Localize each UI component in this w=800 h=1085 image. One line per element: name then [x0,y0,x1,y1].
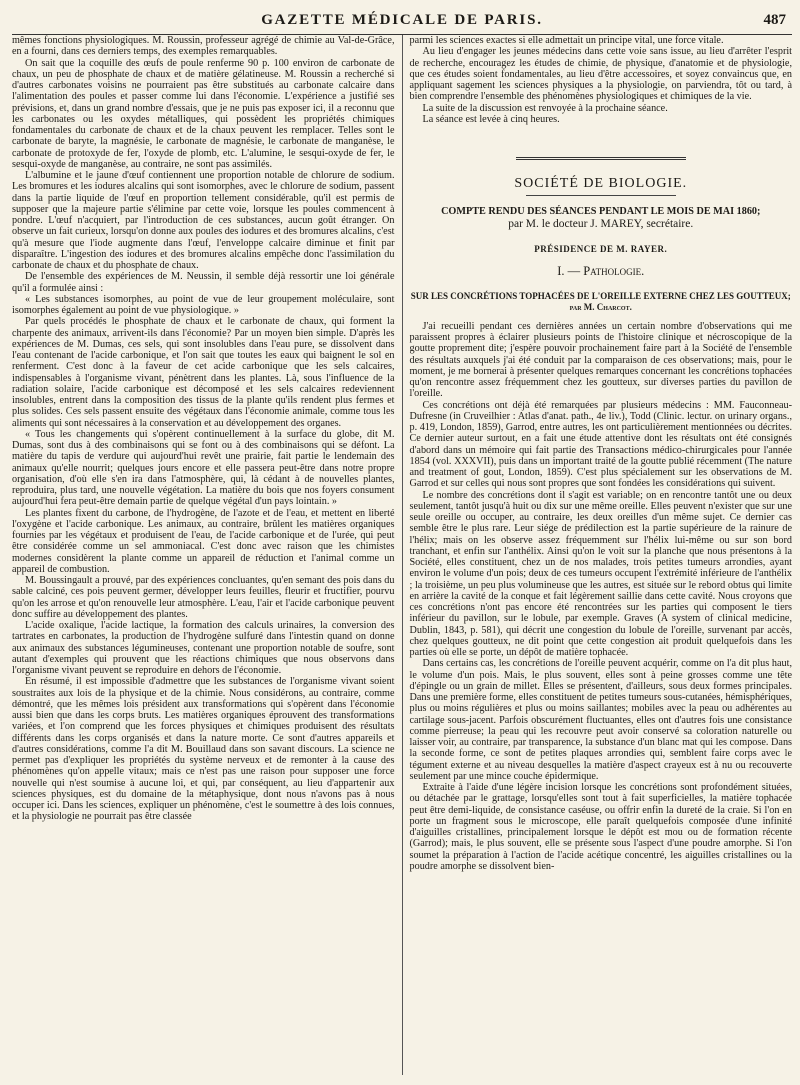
right-paragraph: Extraite à l'aide d'une légère incision lorsque les concrétions sont profondément situées, ou détachée par le grattage, lorsqu'elles sont tout à fait superficielles, la matière tophacée peut être demi-liquide, de consistance caséuse, ou offrir enfin la dureté de la craie. Si l'on en porte un fragment sous le microscope, elle paraît quelquefois composée d'une infinité d'aiguilles cristallines, principalement lorsque le dépôt est mou ou de formation récente (Garrod); mais, le plus souvent, elle se présente sous l'aspect d'une poudre amorphe. Si l'on soumet la préparation à l'action de l'acide acétique concentré, les aiguilles cristallines ou la poudre amorphe se dissolvent bien- [409,782,792,872]
article-subject [410,291,793,313]
left-paragraph: mêmes fonctions physiologiques. M. Roussin, professeur agrégé de chimie au Val-de-Grâce, en a fourni, dans ces derniers temps, des exemples remarquables. [12,35,395,58]
right-paragraph: J'ai recueilli pendant ces dernières années un certain nombre d'observations qui me paraissent propres à éclairer plusieurs points de l'histoire clinique et nécroscopique de la goutte proprement dite; j'espère pouvoir prochainement faire part à la Société de l'ensemble des résultats auxquels j'ai été conduit par la comparaison de ces observations; mais, pour le moment, je me bornerai à présenter quelques remarques concernant les concrétions tophacées qu'on rencontre assez fréquemment chez les goutteux, sur diverses parties du pavillon de l'oreille. [409,320,792,400]
right-paragraph: Dans certains cas, les concrétions de l'oreille peuvent acquérir, comme on l'a dit plus haut, le volume d'un pois. Mais, le plus souvent, elles sont à peine grosses comme une tête d'épingle ou un grain de millet. Elles se présentent, d'ailleurs, sous deux formes principales. Dans une première forme, elles constituent de petites tumeurs sous-cutanées, hémisphériques, plus ou moins régulières et plus ou moins saillantes; mobiles avec la peau ou adhérentes au cartilage sous-jacent. Parfois obscurément fluctuantes, elles ont d'autres fois une consistance comme pierreuse; la peau qui les recouvre peut avoir conservé sa coloration naturelle ou laisser voir, au contraire, par transparence, la substance d'un blanc mat qui les compose. Dans la seconde forme, ce sont de petites plaques arrondies qui, semblent faire corps avec le tégument externe et au niveau desquelles la matière d'aspect crayeux est à nu ou recouverte seulement par une mince couche épidermique. [409,658,792,782]
left-paragraph: L'albumine et le jaune d'œuf contiennent une proportion notable de chlorure de sodium. Les bromures et les iodures alcalins qui sont isomorphes, avec le chlorure de sodium, passent dans la partie liquide de l'œuf en proportion tellement considérable, qu'il est permis de supposer que la majeure partie s'élimine par cette voie, lorsque les poules commencent à pondre. L'œuf n'acquiert, par l'introduction de ces substances, aucun goût étranger. On observe un fait curieux, lorsqu'on donne aux poules des iodures et des bromures alcalins, c'est qu'à mesure que l'iode augmente dans l'œuf, l'enveloppe calcaire diminue et finit par disparaître. L'ingestion des iodures et des bromures alcalins empêche donc l'assimilation du carbonate de chaux et du phosphate de chaux. [12,170,395,271]
section-title: I. — Pathologie. [557,263,645,278]
subject-line2: par M. Charcot. [569,301,632,312]
page-number: 487 [763,12,786,28]
presidence-line: PRÉSIDENCE DE M. RAYER. [534,244,668,255]
section-heading [410,263,793,278]
title-rule [526,195,676,196]
right-intro-paragraph: parmi les sciences exactes si elle admettait un principe vital, une force vitale. [409,35,724,46]
compte-rendu-line2: par M. le docteur J. MAREY, secrétaire. [508,218,694,231]
left-paragraph: Les plantes fixent du carbone, de l'hydrogène, de l'azote et de l'eau, et mettent en liberté l'oxygène et l'acide carbonique. Les animaux, au contraire, brûlent les matières organiques fournies par les végétaux et produisent de l'eau, de l'acide carbonique et de l'urée, qui peut être considérée comme un sel ammoniacal. C'est donc avec raison que les chimistes modernes considèrent la plante comme un appareil de réduction et l'animal comme un appareil de combustion. [12,507,395,575]
right-paragraph: Le nombre des concrétions dont il s'agit est variable; on en rencontre tantôt une ou deux seulement, tantôt jusqu'à huit ou dix sur une même oreille. Elles peuvent n'exister que sur une seule oreille ou occuper, au contraire, les deux oreilles d'un même sujet. Ce dernier cas semble être le plus rare. Leur siége de prédilection est la partie supérieure de la rainure de l'hélix; mais on les observe assez fréquemment sur l'hélix lui-même ou sur son bord tranchant, et enfin sur l'anthélix. Ainsi qu'on le voit sur la planche que nous présentons à la Société, elles constituent, chez un de nos malades, trois petites tumeurs arrondies, ayant environ le volume d'un pois; deux de ces tumeurs occupent l'extrémité inférieure de l'anthélix ; la troisième, un peu plus volumineuse que les autres, est située sur le rebord obtus qui limite en arrière la cavité de la conque et fait légèrement saillie dans cette cavité. Nous croyons que ces concrétions n'ont pas encore été rencontrées sur les parties qui composent le tiers inférieur du pavillon, sur le lobule, par exemple. Graves (A system of clinical medicine, Dublin, 1843, p. 581), qui décrit une congestion du lobule de l'oreille, survenant par accès, chez quelques goutteux, ne dit point que cette congestion ait produit quelquefois dans les parties où elle se porte, un dépôt de matière tophacée. [409,489,792,658]
left-paragraph: Par quels procédés le phosphate de chaux et le carbonate de chaux, qui forment la charpente des animaux, arrivent-ils dans l'économie? Par un moyen bien simple. D'après les expériences de M. Dumas, ces sels, qui sont insolubles dans l'eau pure, se dissolvent dans l'eau contenant de l'acide carbonique, et l'on sait que toutes les eaux qui baignent le sol en renferment. C'est donc à la faveur de cet acide carbonique que les sels calcaires, indispensables à l'organisme vivant, pénètrent dans les plantes. Là, sous l'influence de la radiation solaire, l'acide carbonique est décomposé et les sels calcaires redeviennent insolubles, entrent dans la composition des tissus de la plante qu'ils rendent plus fermes et plus solides. Ces sels passent ensuite des végétaux dans l'économie animale, comme tous les aliments qui sont nécessaires à la conservation et au développement des organes. [12,316,395,429]
left-quote: « Tous les changements qui s'opèrent continuellement à la surface du globe, dit M. Dumas, sont dus à des combinaisons qui se font ou à des combinaisons qui se défont. La matière du tapis de verdure qui aujourd'hui revêt une prairie, fait partie le lendemain des animaux qu'elle nourrit; quelques jours encore et elle passera peut-être dans notre propre organisation, d'où elle s'en ira dans l'atmosphère, qui, là cédant à de nouvelles plantes, reproduira, plus tard, une nouvelle végétation. La matière du bois que nos foyers consument aujourd'hui fera peut-être demain partie de quelque végétal d'un pays lointain. » [12,428,395,508]
left-column [12,35,402,1075]
right-column [402,35,793,1075]
right-intro-paragraph: La séance est levée à cinq heures. [422,113,560,125]
journal-title: GAZETTE MÉDICALE DE PARIS. [261,12,543,28]
columns [12,35,792,1075]
society-title: SOCIÉTÉ DE BIOLOGIE. [514,176,688,191]
right-paragraph: Ces concrétions ont déjà été remarquées par plusieurs médecins : MM. Fauconneau-Dufresne (in Cruveilhier : Atlas d'anat. path., 4e liv.), Todd (Clinic. lectur. on urinary organs., p. 419, London, 1859), Garrod, entre autres, les ont particulièrement mentionnées ou décrites. Ce dernier auteur surtout, en a fait une étude attentive dont les résultats ont été consignés d'abord dans un mémoire qui fait partie des Transactions médico-chirurgicales pour l'année 1854 (vol. XXXVII), puis dans un important traité de la goutte publié récemment (The nature and treatment of gout, London, 1859). C'est plus spécialement sur les observations de M. Garrod et sur celles qui nous sont propres que sont fondées les considérations qui suivent. [409,399,792,490]
left-paragraph: M. Boussingault a prouvé, par des expériences concluantes, qu'en semant des pois dans du sable calciné, ces pois peuvent germer, développer leurs feuilles, fleurir et fructifier, pourvu qu'on les arrose et qu'on renouvelle leur atmosphère. L'eau, l'air et l'acide carbonique peuvent donc suffire au développement des plantes. [12,575,395,620]
right-intro-paragraph: Au lieu d'engager les jeunes médecins dans cette voie sans issue, au lieu d'arrêter l'esprit de recherche, encouragez les études de chimie, de physique, d'anatomie et de physiologie, que ces études soient fondamentales, au lieu d'être accessoires, et soyez convaincus que, en appliquant sagement les sciences physiques a la physiologie, on parviendra, tôt ou tard, à bien comprendre l'ensemble des phénomènes physiologiques et chimiques de la vie. [409,46,792,103]
subject-line1: SUR LES CONCRÉTIONS TOPHACÉES DE L'OREILLE EXTERNE CHEZ LES GOUTTEUX; [410,290,791,301]
right-intro-paragraph: La suite de la discussion est renvoyée à la prochaine séance. [422,102,668,114]
compte-rendu [410,206,793,230]
left-paragraph: On sait que la coquille des œufs de poule renferme 90 p. 100 environ de carbonate de chaux, un peu de phosphate de chaux et de matière gélatineuse. M. Roussin a recherché si d'autres carbonates voisins ne pourraient pas être substitués au carbonate calcaire dans l'alimentation des poules et passer comme lui dans l'économie. L'expérience a justifié ses prévisions, et, dans un grand nombre d'essais, que je ne puis pas exposer ici, il a reconnu que les carbonates ou les oxydes métalliques, qui possèdent les propriétés chimiques fondamentales du carbonate de chaux et de la chaux peuvent les remplacer. Telles sont le carbonate de baryte, la magnésie, le carbonate de magnésie, le carbonate de manganèse, le carbonate de protoxyde de fer, l'oxyde de plomb, etc. L'alumine, le sesqui-oxyde de fer, le sesqui-oxyde de manganèse, au contraire, ne sont pas assimilés. [12,57,395,170]
left-paragraph: De l'ensemble des expériences de M. Neussin, il semble déjà ressortir une loi générale qu'il a formulée ainsi : [12,271,395,294]
compte-rendu-line1: COMPTE RENDU DES SÉANCES PENDANT LE MOIS DE MAI 1860; [441,206,761,218]
left-paragraph: En résumé, il est impossible d'admettre que les substances de l'organisme vivant soient soustraites aux lois de la physique et de la chimie. Nous considérons, au contraire, comme démontré, que les mêmes lois président aux transformations qui s'opèrent dans l'économie aussi bien que dans les corps bruts. Les matières organiques éprouvent des transformations variées, et l'on comprend que les forces physiques et chimiques produisent des résultats différents dans les corps organisés et dans la nature morte. Ce sont d'autres appareils et d'autres considérations, comme l'a dit M. Bouillaud dans son savant discours. La science ne permet pas d'expliquer les propriétés du système nerveux et de remonter à la cause des phénomènes qu'on appelle vitaux; mais ce n'est pas une raison pour supposer une force nouvelle qui n'est soumise à aucune loi, et qui, par conséquent, au lieu d'appartenir aux sciences physiques, est du domaine de la métaphysique, dont nous n'avons pas à nous occuper ici. Dans les sciences, expliquer un phénomène, c'est le soumettre à des lois connues, et la physiologie ne pourrait pas être classée [12,676,395,823]
section-divider [516,157,686,160]
left-quote: « Les substances isomorphes, au point de vue de leur groupement moléculaire, sont isomorphes également au point de vue physiologique. » [12,293,395,316]
left-paragraph: L'acide oxalique, l'acide lactique, la formation des calculs urinaires, la conversion des tartrates en carbonates, la production de l'hydrogène sulfuré dans l'intestin quand on donne aux animaux des substances légumineuses, contenant une proportion notable de soufre, sont autant d'exemples qui prouvent que les réactions chimiques que nous observons dans l'organisme vivant peuvent se reproduire en dehors de l'économie. [12,620,395,676]
page-header [12,0,792,35]
